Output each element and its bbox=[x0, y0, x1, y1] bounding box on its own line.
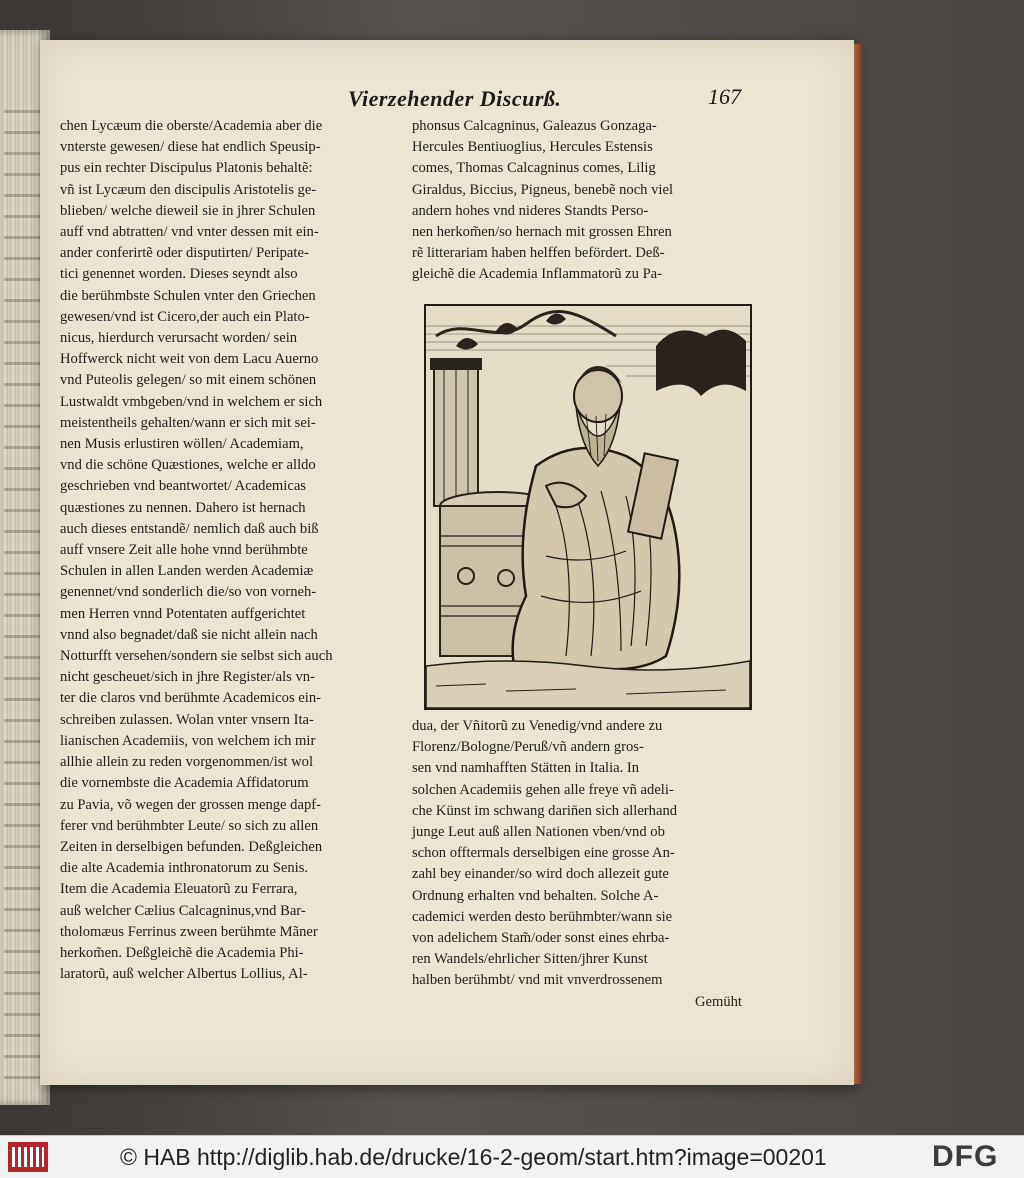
text-line: die vornembste die Academia Affidatorum bbox=[60, 775, 309, 792]
text-line: ander conferirtẽ oder disputirten/ Peripate- bbox=[60, 245, 309, 262]
text-line: schon offtermals derselbigen eine grosse An- bbox=[412, 845, 675, 862]
text-line: genennet/vnd sonderlich die/so von vorneh- bbox=[60, 584, 317, 601]
text-line: halben berühmbt/ vnd mit vnverdrossenem bbox=[412, 972, 663, 989]
text-line: Schulen in allen Landen werden Academiæ bbox=[60, 563, 314, 580]
text-line: cademici werden desto berühmbter/wann sie bbox=[412, 908, 673, 925]
text-line: lianischen Academiis, von welchem ich mir bbox=[60, 732, 316, 749]
previous-page-ghost-text bbox=[4, 110, 42, 1090]
hab-logo-icon bbox=[8, 1142, 48, 1172]
woodcut-illustration bbox=[424, 304, 752, 710]
text-line: Zeiten in derselbigen befunden. Deßgleichen bbox=[60, 838, 323, 855]
text-line: phonsus Calcagninus, Galeazus Gonzaga- bbox=[412, 118, 657, 134]
text-line: tholomæus Ferrinus zween berühmte Mãner bbox=[60, 923, 318, 940]
text-line: chen Lycæum die oberste/Academia aber die bbox=[60, 118, 323, 134]
text-line: Lustwaldt vmbgeben/vnd in welchem er sich bbox=[60, 393, 323, 410]
right-text-column-bottom bbox=[412, 716, 742, 1013]
text-line: allhie allein zu reden vorgenommen/ist wol bbox=[60, 754, 314, 771]
text-line: schreiben zulassen. Wolan vnter vnsern Ita- bbox=[60, 711, 314, 728]
text-line: herkom̃en. Deßgleichẽ die Academia Phi- bbox=[60, 944, 304, 961]
text-line: auch dieses entstandẽ/ nemlich daß auch biß bbox=[60, 520, 319, 537]
text-line: pus ein rechter Discipulus Platonis behaltẽ: bbox=[60, 160, 313, 177]
footer-source-link[interactable]: © HAB http://diglib.hab.de/drucke/16-2-geom/start.htm?image=00201 bbox=[120, 1144, 827, 1170]
text-line: Ordnung erhalten vnd behalten. Solche A- bbox=[412, 887, 659, 904]
text-line: solchen Academiis gehen alle freye vñ adeli- bbox=[412, 781, 674, 798]
text-line: zahl bey einander/so wird doch allezeit gute bbox=[412, 866, 669, 883]
text-line: nen Musis erlustiren wöllen/ Academiam, bbox=[60, 436, 304, 453]
text-line: die berühmbste Schulen vnter den Griechen bbox=[60, 287, 316, 304]
woodcut-scholar-image bbox=[426, 306, 750, 708]
text-line: vnnd also begnadet/daß sie nicht allein nach bbox=[60, 626, 318, 643]
text-line: nicht gescheuet/sich in jhre Register/als vn- bbox=[60, 669, 315, 686]
text-line: men Herren vnnd Potentaten auffgerichtet bbox=[60, 605, 306, 622]
text-line: laratorũ, auß welcher Albertus Lollius, Al- bbox=[60, 966, 308, 983]
text-line: Florenz/Bologne/Peruß/vñ andern gros- bbox=[412, 739, 644, 756]
text-line: ren Wandels/ehrlicher Sitten/jhrer Kunst bbox=[412, 951, 648, 968]
text-line: vnterste gewesen/ diese hat endlich Speusip- bbox=[60, 139, 321, 156]
text-line: quæstiones zu nennen. Dahero ist hernach bbox=[60, 499, 306, 516]
text-line: comes, Thomas Calcagninus comes, Lilig bbox=[412, 160, 656, 177]
text-line: auff vnsere Zeit alle hohe vnnd berühmbte bbox=[60, 542, 308, 559]
text-line: auß welcher Cælius Calcagninus,vnd Bar- bbox=[60, 902, 306, 919]
text-line: nen herkom̃en/so hernach mit grossen Ehren bbox=[412, 224, 672, 241]
text-line: andern hohes vnd nideres Standts Perso- bbox=[412, 202, 649, 219]
text-line: ferer vnd berühmbter Leute/ so sich zu allen bbox=[60, 817, 319, 834]
book-page bbox=[40, 40, 854, 1085]
text-line: die alte Academia inthronatorum zu Senis. bbox=[60, 860, 309, 877]
text-line: dua, der Vñitorũ zu Venedig/vnd andere zu bbox=[412, 718, 663, 734]
text-line: Item die Academia Eleuatorũ zu Ferrara, bbox=[60, 881, 298, 898]
text-line: gewesen/vnd ist Cicero,der auch ein Plato- bbox=[60, 308, 310, 325]
text-line: auff vnd abtratten/ vnd vnter dessen mit ein- bbox=[60, 224, 319, 241]
text-line: tici genennet worden. Dieses seyndt also bbox=[60, 266, 298, 283]
text-line: junge Leut auß allen Nationen vben/vnd ob bbox=[412, 824, 665, 841]
text-line: nicus, hierdurch verursacht worden/ sein bbox=[60, 330, 298, 347]
viewer-footer bbox=[0, 1135, 1024, 1178]
text-line: gleichẽ die Academia Inflammatorũ zu Pa- bbox=[412, 266, 663, 283]
dfg-logo: DFG bbox=[932, 1140, 999, 1173]
text-line: Hercules Bentiuoglius, Hercules Estensis bbox=[412, 139, 653, 156]
text-line: Hoffwerck nicht weit von dem Lacu Auerno bbox=[60, 351, 319, 368]
text-line: blieben/ welche dieweil sie in jhrer Schulen bbox=[60, 202, 316, 219]
text-line: vñ ist Lycæum den discipulis Aristotelis ge- bbox=[60, 181, 317, 198]
text-line: Giraldus, Biccius, Pigneus, benebẽ noch viel bbox=[412, 181, 674, 198]
text-line: meistentheils gehalten/wann er sich mit sei- bbox=[60, 414, 316, 431]
text-line: ter die claros vnd berühmte Academicos ein- bbox=[60, 690, 321, 707]
left-text-column bbox=[60, 116, 410, 985]
page-number: 167 bbox=[708, 84, 741, 109]
right-text-column-top bbox=[412, 116, 742, 286]
text-line: zu Pavia, võ wegen der grossen menge dapf- bbox=[60, 796, 321, 813]
text-line: Notturfft versehen/sondern sie selbst sich auch bbox=[60, 648, 333, 665]
text-line: sen vnd namhafften Stätten in Italia. In bbox=[412, 760, 640, 777]
text-line: von adelichem Stam̃/oder sonst eines ehrba- bbox=[412, 930, 670, 947]
text-line: vnd Puteolis gelegen/ so mit einem schönen bbox=[60, 372, 317, 389]
catchword: Gemüht bbox=[694, 993, 742, 1010]
text-line: geschrieben vnd beantwortet/ Academicas bbox=[60, 478, 306, 495]
text-line: vnd die schöne Quæstiones, welche er alldo bbox=[60, 457, 316, 474]
text-line: che Künst im schwang darin̄en sich allerhand bbox=[412, 802, 678, 819]
text-line: rẽ litterariam haben helffen befördert. Deß- bbox=[412, 245, 665, 262]
running-head: Vierzehender Discurß. bbox=[348, 86, 562, 111]
